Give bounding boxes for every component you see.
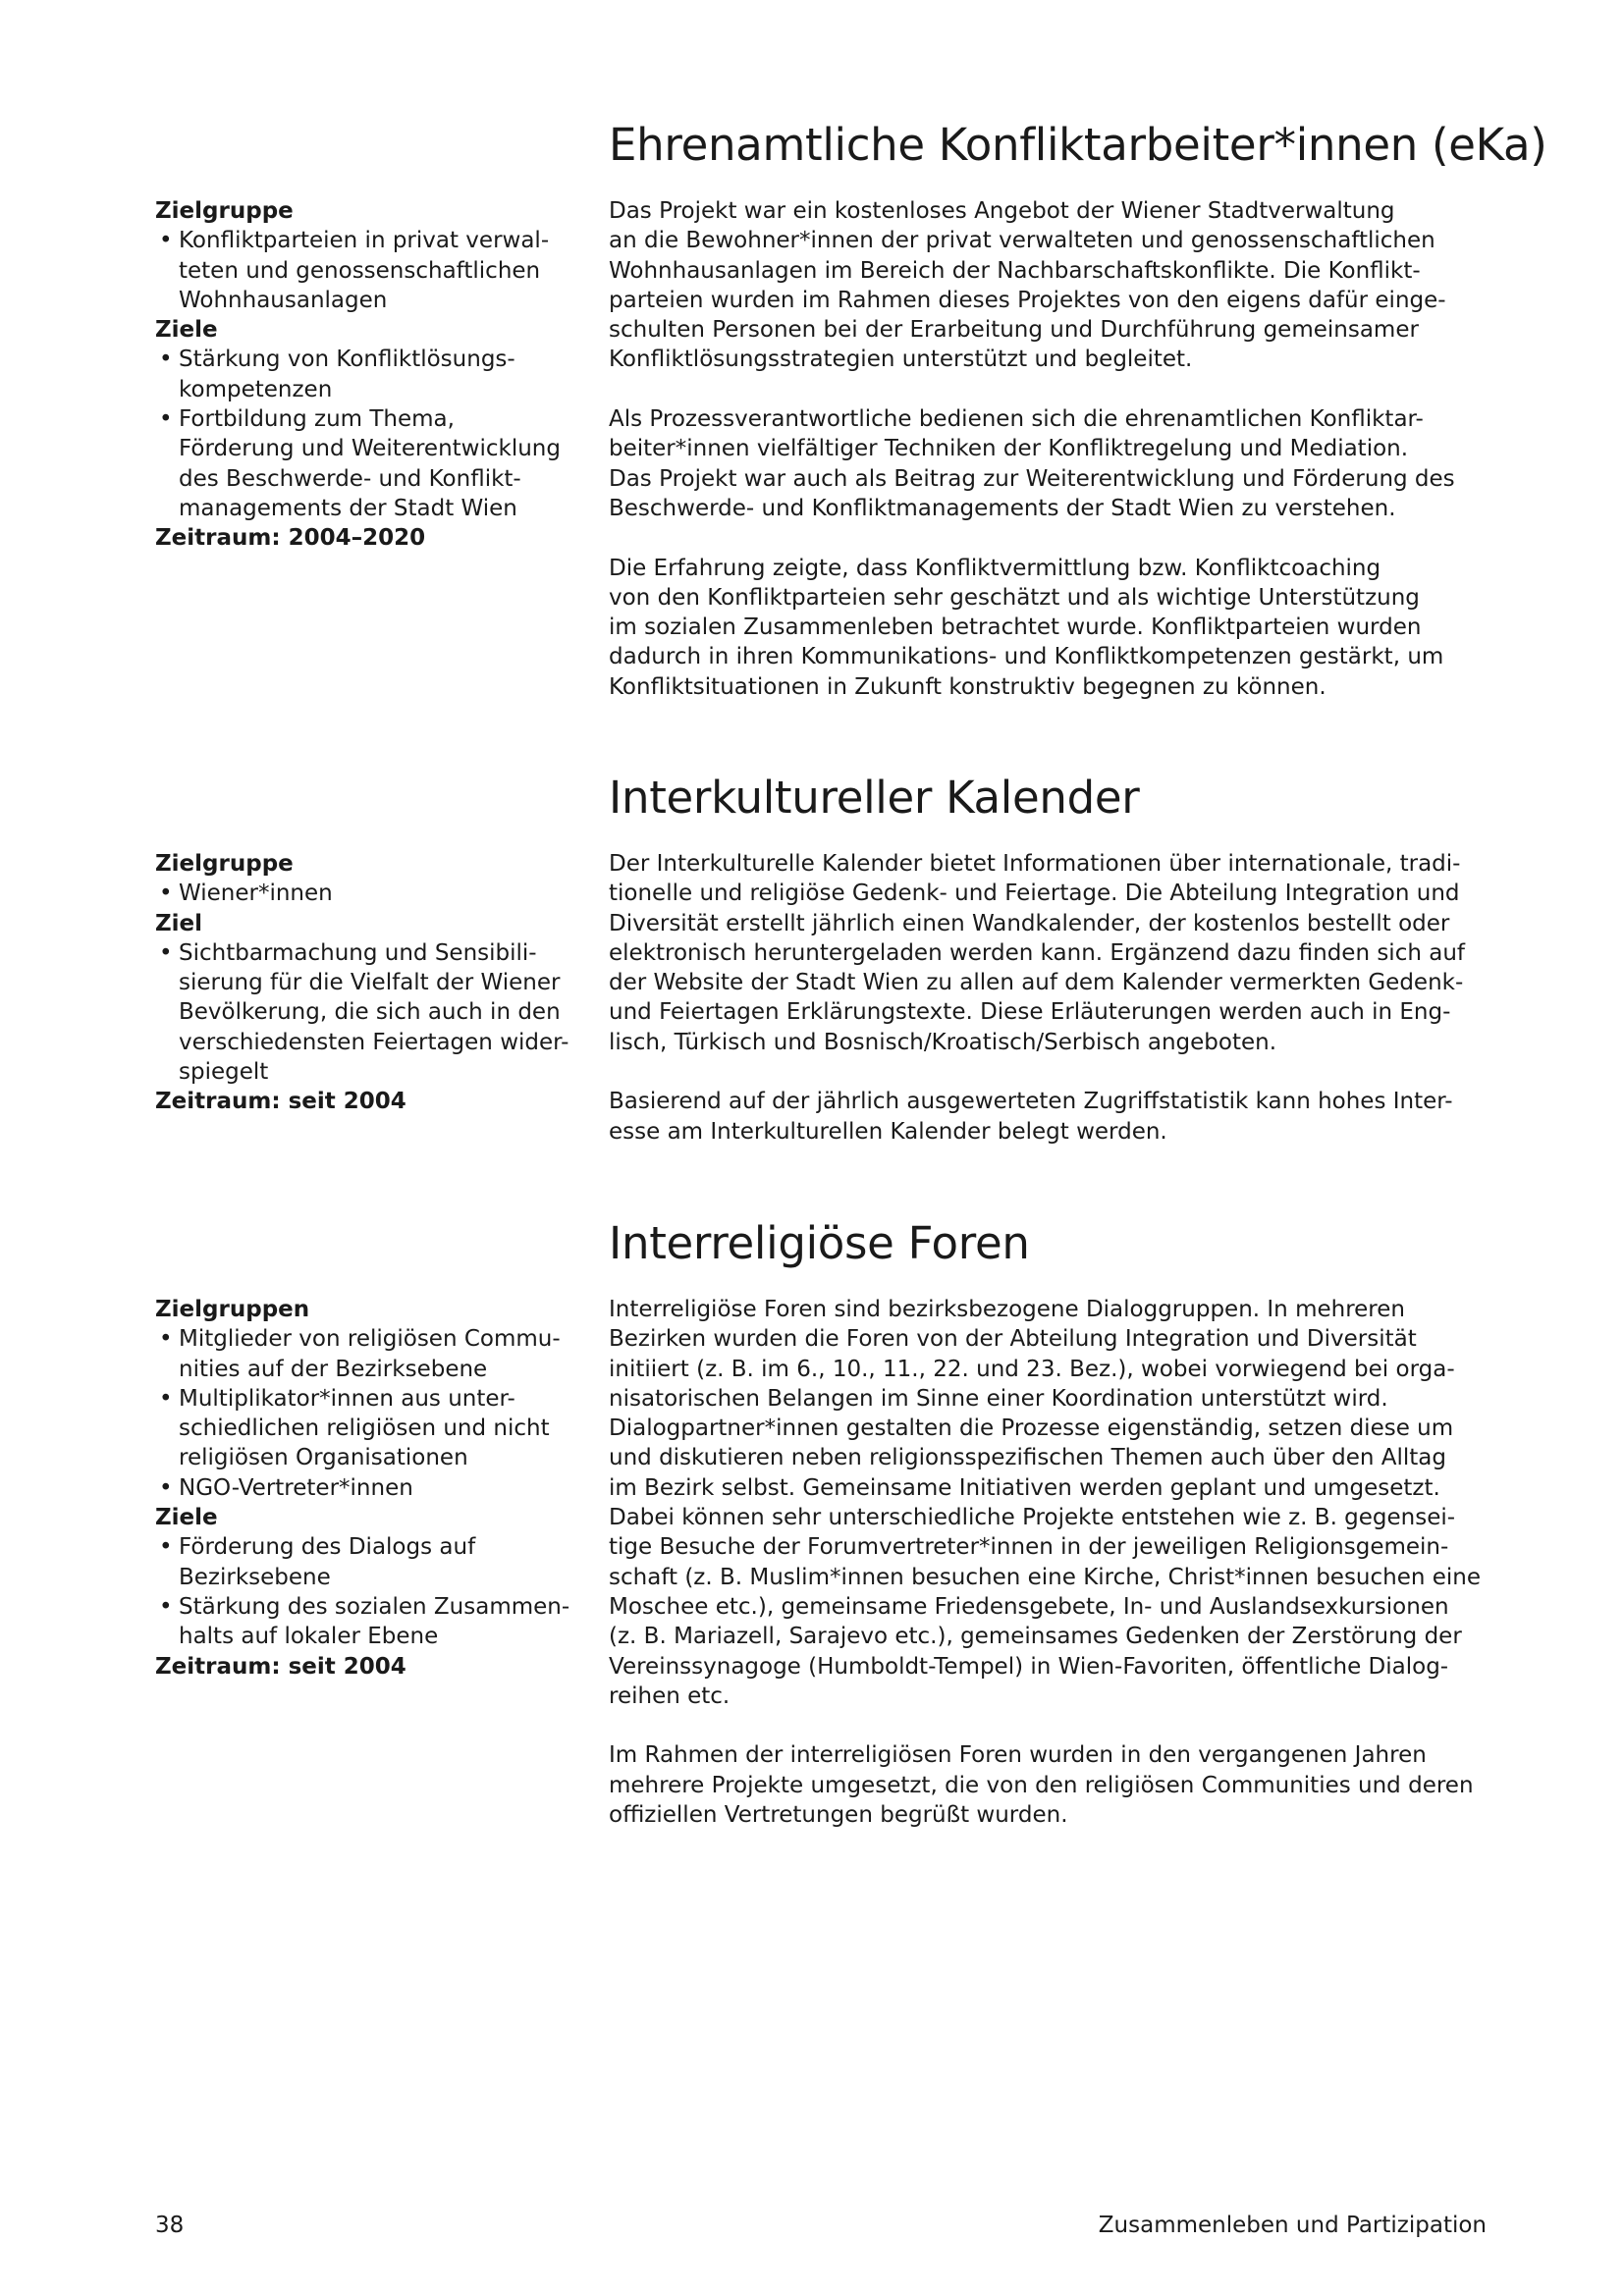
- target-group-list: [155, 1324, 577, 1503]
- paragraph: Basierend auf der jährlich ausgewerteten Zugriffstatistik kann hohes Inter- esse am Interkulturellen Kalender belegt werden.: [609, 1089, 1453, 1145]
- list-item: • NGO-Vertreter*innen: [155, 1473, 577, 1503]
- goals-list: [155, 938, 577, 1087]
- target-group-heading: Zielgruppe: [155, 851, 294, 877]
- chapter-title: Zusammenleben und Partizipation: [1098, 2213, 1487, 2238]
- goals-heading: Ziele: [155, 317, 218, 344]
- page-number: 38: [155, 2213, 185, 2238]
- goals-list: [155, 345, 577, 523]
- goals-list: [155, 1532, 577, 1651]
- period-label: Zeitraum: 2004–2020: [155, 525, 426, 552]
- target-group-list: [155, 226, 577, 315]
- section-title: Interreligiöse Foren: [609, 1217, 1030, 1269]
- section-body: [609, 1295, 1492, 1860]
- list-item: • Förderung des Dialogs auf Bezirksebene: [155, 1532, 577, 1592]
- paragraph: Als Prozessverantwortliche bedienen sich die ehrenamtlichen Konfliktar- beiter*innen vielfältiger Techniken der Konfliktregelung und Mediation. Das Projekt war auch als Beitrag zur Weiterentwicklung und Förderung des Beschwerde- und Konfliktmanagements der Stadt Wien zu verstehen.: [609, 406, 1455, 521]
- section-title: Ehrenamtliche Konfliktarbeiter*innen (eKa): [609, 119, 1547, 171]
- sidebar-info: [155, 196, 577, 554]
- paragraph: Im Rahmen der interreligiösen Foren wurden in den vergangenen Jahren mehrere Projekte umgesetzt, die von den religiösen Communities und deren offiziellen Vertretungen begrüßt wurden.: [609, 1742, 1474, 1829]
- goals-heading: Ziel: [155, 910, 203, 936]
- section-title: Interkultureller Kalender: [609, 772, 1140, 824]
- list-item: • Konfliktparteien in privat verwal- teten und genossenschaftlichen Wohnhausanlagen: [155, 226, 577, 315]
- list-item: • Stärkung von Konfliktlösungs- kompetenzen: [155, 345, 577, 404]
- paragraph: Interreligiöse Foren sind bezirksbezogene Dialoggruppen. In mehreren Bezirken wurden die Foren von der Abteilung Integration und Diversität initiiert (z. B. im 6., 10., 11., 22. und 23. Bez.), wobei vorwiegend bei orga- nisatorischen Belangen im Sinne einer Koordination unterstützt wird. Dialogpartner*innen gestalten die Prozesse eigenständig, setzen diese um und diskutieren neben religionsspezifischen Themen auch über den Alltag im Bezirk selbst. Gemeinsame Initiativen werden geplant und umgesetzt. Dabei können sehr unterschiedliche Projekte entstehen wie z. B. gegensei- tige Besuche der Forumvertreter*innen in der jeweiligen Religionsgemein- schaft (z. B. Muslim*innen besuchen eine Kirche, Christ*innen besuchen eine Moschee etc.), gemeinsame Friedensgebete, In- und Auslandsexkursionen (z. B. Mariazell, Sarajevo etc.), gemeinsames Gedenken der Zerstörung der Vereinssynagoge (Humboldt-Tempel) in Wien-Favoriten, öffentliche Dialog- reihen etc.: [609, 1297, 1482, 1709]
- list-item: • Sichtbarmachung und Sensibili- sierung für die Vielfalt der Wiener Bevölkerung, die sich auch in den verschiedensten Feiertagen wider- spiegelt: [155, 938, 577, 1087]
- paragraph: Die Erfahrung zeigte, dass Konfliktvermittlung bzw. Konfliktcoaching von den Konfliktparteien sehr geschätzt und als wichtige Unterstützung im sozialen Zusammenleben betrachtet wurde. Konfliktparteien wurden dadurch in ihren Kommunikations- und Konfliktkompetenzen gestärkt, um Konfliktsituationen in Zukunft konstruktiv begegnen zu können.: [609, 555, 1444, 700]
- section-body: [609, 196, 1492, 731]
- section-body: [609, 849, 1492, 1176]
- list-item: • Multiplikator*innen aus unter- schiedlichen religiösen und nicht religiösen Organisationen: [155, 1384, 577, 1473]
- paragraph: Der Interkulturelle Kalender bietet Informationen über internationale, tradi- tionelle und religiöse Gedenk- und Feiertage. Die Abteilung Integration und Diversität erstellt jährlich einen Wandkalender, der kostenlos bestellt oder elektronisch heruntergeladen werden kann. Ergänzend dazu finden sich auf der Website der Stadt Wien zu allen auf dem Kalender vermerkten Gedenk- und Feiertagen Erklärungstexte. Diese Erläuterungen werden auch in Eng- lisch, Türkisch und Bosnisch/Kroatisch/Serbisch angeboten.: [609, 851, 1466, 1055]
- period-label: Zeitraum: seit 2004: [155, 1653, 406, 1680]
- target-group-heading: Zielgruppe: [155, 198, 294, 224]
- list-item: • Fortbildung zum Thema, Förderung und Weiterentwicklung des Beschwerde- und Konflikt- managements der Stadt Wien: [155, 404, 577, 523]
- target-group-heading: Zielgruppen: [155, 1297, 310, 1322]
- list-item: • Wiener*innen: [155, 879, 577, 908]
- list-item: • Stärkung des sozialen Zusammen- halts auf lokaler Ebene: [155, 1592, 577, 1652]
- sidebar-info: [155, 849, 577, 1117]
- sidebar-info: [155, 1295, 577, 1682]
- list-item: • Mitglieder von religiösen Commu- nities auf der Bezirksebene: [155, 1324, 577, 1384]
- period-label: Zeitraum: seit 2004: [155, 1089, 406, 1115]
- target-group-list: [155, 879, 577, 908]
- paragraph: Das Projekt war ein kostenloses Angebot der Wiener Stadtverwaltung an die Bewohner*innen der privat verwalteten und genossenschaftlichen Wohnhausanlagen im Bereich der Nachbarschaftskonflikte. Die Konflikt- parteien wurden im Rahmen dieses Projektes von den eigens dafür einge- schulten Personen bei der Erarbeitung und Durchführung gemeinsamer Konfliktlösungsstrategien unterstützt und begleitet.: [609, 198, 1446, 373]
- goals-heading: Ziele: [155, 1505, 218, 1531]
